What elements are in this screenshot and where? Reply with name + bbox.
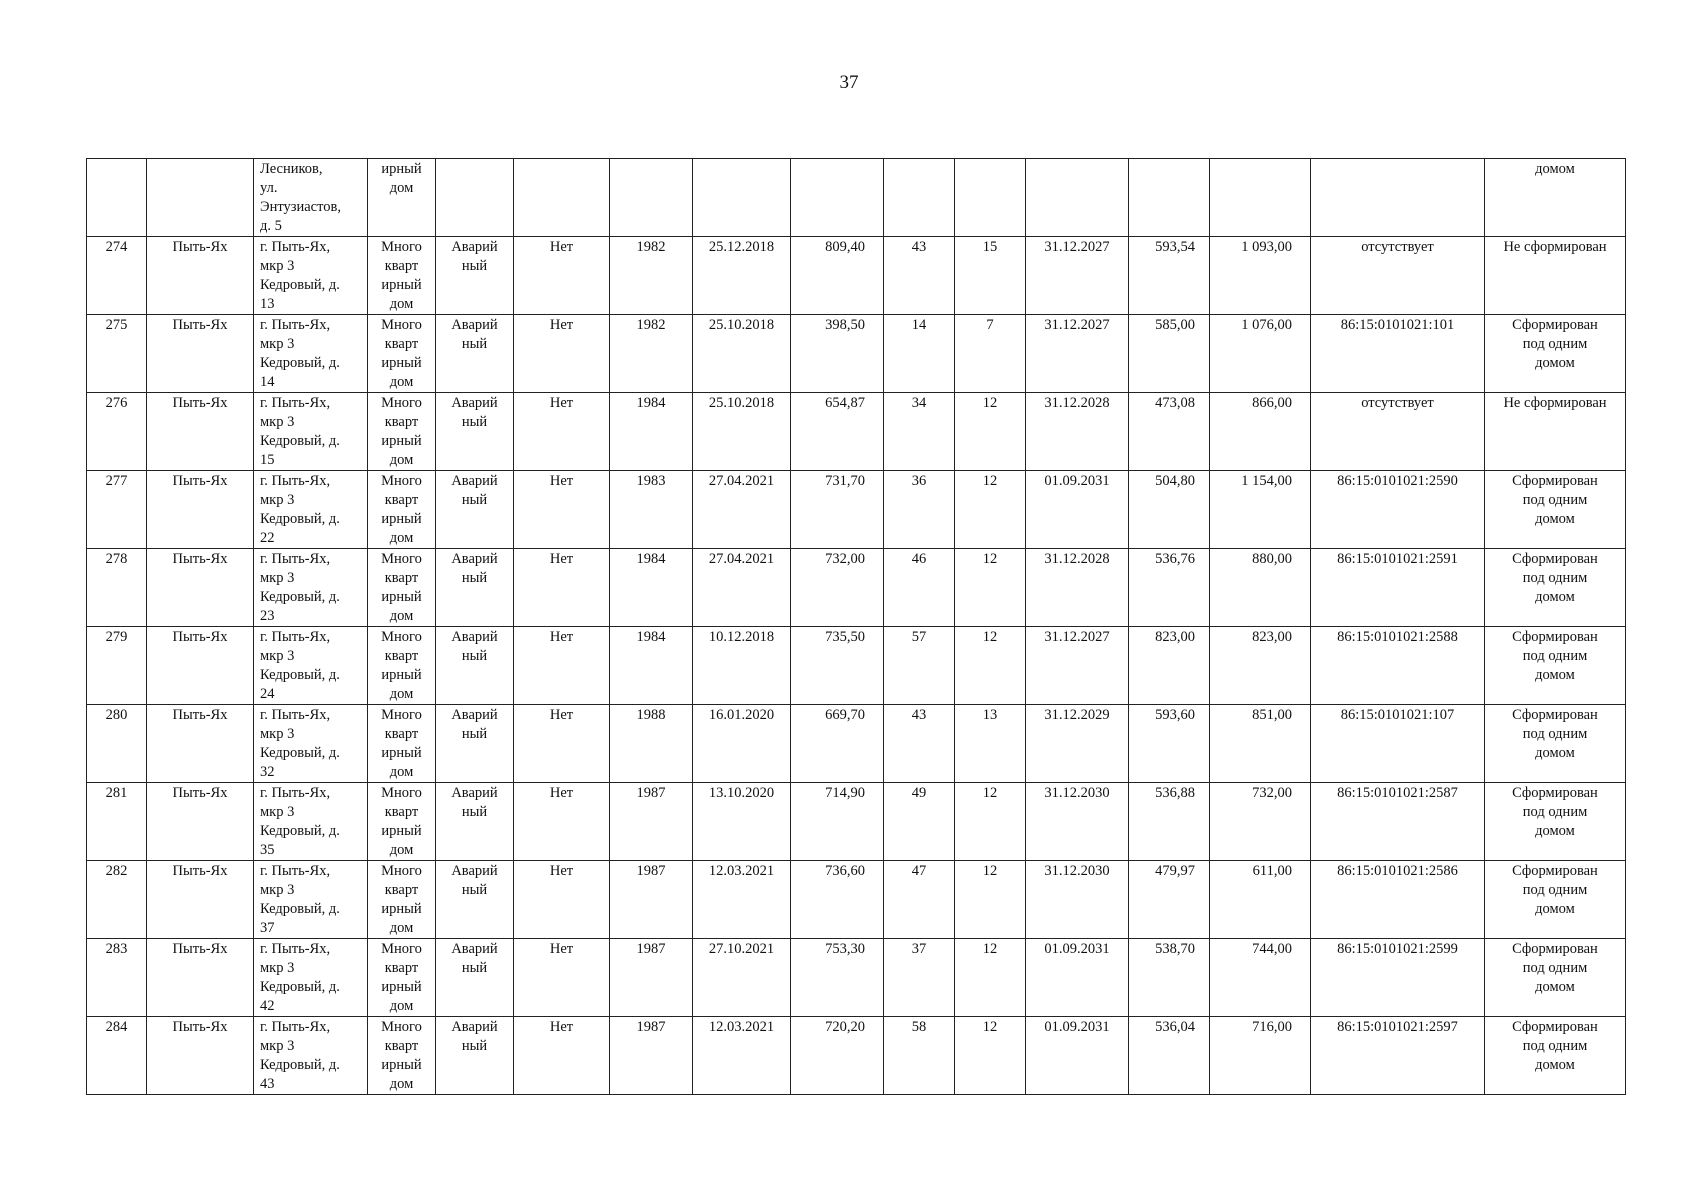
cell-total-area: 823,00	[1210, 627, 1311, 705]
cell-apartments: 12	[955, 939, 1026, 1017]
cell-flag: Нет	[514, 627, 610, 705]
cell-land: Сформирован под одним домом	[1485, 315, 1626, 393]
table-row	[87, 939, 1626, 1017]
cell-living-area: 479,97	[1129, 861, 1210, 939]
cell-living-area	[1129, 159, 1210, 237]
cell-address: г. Пыть-Ях, мкр 3 Кедровый, д. 23	[254, 549, 368, 627]
cell-residents: 43	[884, 237, 955, 315]
cell-year: 1987	[610, 939, 693, 1017]
cell-total-area	[1210, 159, 1311, 237]
cell-deadline: 31.12.2027	[1026, 627, 1129, 705]
cell-flag: Нет	[514, 315, 610, 393]
cell-cadastral: 86:15:0101021:2591	[1311, 549, 1485, 627]
cell-apartments: 12	[955, 549, 1026, 627]
cell-deadline: 31.12.2030	[1026, 861, 1129, 939]
cell-year: 1982	[610, 315, 693, 393]
cell-deadline: 01.09.2031	[1026, 939, 1129, 1017]
cell-type: Много кварт ирный дом	[368, 471, 436, 549]
cell-type: Много кварт ирный дом	[368, 939, 436, 1017]
cell-flag	[514, 159, 610, 237]
cell-city: Пыть-Ях	[147, 549, 254, 627]
cell-num: 276	[87, 393, 147, 471]
cell-city: Пыть-Ях	[147, 393, 254, 471]
cell-year	[610, 159, 693, 237]
cell-flag: Нет	[514, 1017, 610, 1095]
cell-num: 282	[87, 861, 147, 939]
cell-num: 279	[87, 627, 147, 705]
cell-land: Сформирован под одним домом	[1485, 549, 1626, 627]
cell-flag: Нет	[514, 549, 610, 627]
cell-deadline: 31.12.2028	[1026, 393, 1129, 471]
cell-year: 1987	[610, 861, 693, 939]
cell-land: Не сформирован	[1485, 237, 1626, 315]
cell-year: 1988	[610, 705, 693, 783]
cell-deadline: 31.12.2027	[1026, 237, 1129, 315]
cell-residents: 49	[884, 783, 955, 861]
cell-residents: 14	[884, 315, 955, 393]
cell-city: Пыть-Ях	[147, 939, 254, 1017]
cell-total-area: 744,00	[1210, 939, 1311, 1017]
cell-deadline	[1026, 159, 1129, 237]
cell-living-area: 823,00	[1129, 627, 1210, 705]
cell-apartments: 7	[955, 315, 1026, 393]
cell-flag: Нет	[514, 237, 610, 315]
table-row	[87, 315, 1626, 393]
cell-cadastral: 86:15:0101021:101	[1311, 315, 1485, 393]
cell-num: 274	[87, 237, 147, 315]
cell-flag: Нет	[514, 861, 610, 939]
cell-year: 1984	[610, 393, 693, 471]
cell-city: Пыть-Ях	[147, 315, 254, 393]
cell-total-area: 1 154,00	[1210, 471, 1311, 549]
cell-residents: 46	[884, 549, 955, 627]
cell-city: Пыть-Ях	[147, 471, 254, 549]
cell-residents	[884, 159, 955, 237]
cell-apartments: 12	[955, 627, 1026, 705]
table-row-continuation	[87, 159, 1626, 237]
cell-year: 1987	[610, 783, 693, 861]
cell-area: 736,60	[791, 861, 884, 939]
cell-date: 25.10.2018	[693, 315, 791, 393]
cell-status: Аварий ный	[436, 549, 514, 627]
cell-date: 10.12.2018	[693, 627, 791, 705]
cell-apartments: 12	[955, 861, 1026, 939]
cell-residents: 57	[884, 627, 955, 705]
cell-date: 12.03.2021	[693, 861, 791, 939]
table-row	[87, 237, 1626, 315]
cell-area: 398,50	[791, 315, 884, 393]
cell-area: 732,00	[791, 549, 884, 627]
cell-year: 1982	[610, 237, 693, 315]
cell-total-area: 732,00	[1210, 783, 1311, 861]
cell-date: 25.10.2018	[693, 393, 791, 471]
cell-address: г. Пыть-Ях, мкр 3 Кедровый, д. 35	[254, 783, 368, 861]
cell-land: Сформирован под одним домом	[1485, 939, 1626, 1017]
table-row	[87, 549, 1626, 627]
cell-cadastral	[1311, 159, 1485, 237]
table-row	[87, 393, 1626, 471]
cell-address: г. Пыть-Ях, мкр 3 Кедровый, д. 43	[254, 1017, 368, 1095]
cell-city: Пыть-Ях	[147, 705, 254, 783]
cell-total-area: 880,00	[1210, 549, 1311, 627]
cell-area: 720,20	[791, 1017, 884, 1095]
cell-type: ирный дом	[368, 159, 436, 237]
cell-status: Аварий ный	[436, 237, 514, 315]
cell-cadastral: 86:15:0101021:2586	[1311, 861, 1485, 939]
cell-city: Пыть-Ях	[147, 627, 254, 705]
cell-status: Аварий ный	[436, 393, 514, 471]
cell-apartments	[955, 159, 1026, 237]
cell-type: Много кварт ирный дом	[368, 705, 436, 783]
cell-land: Сформирован под одним домом	[1485, 471, 1626, 549]
cell-address: г. Пыть-Ях, мкр 3 Кедровый, д. 15	[254, 393, 368, 471]
cell-year: 1987	[610, 1017, 693, 1095]
cell-residents: 47	[884, 861, 955, 939]
cell-address: г. Пыть-Ях, мкр 3 Кедровый, д. 14	[254, 315, 368, 393]
cell-area: 669,70	[791, 705, 884, 783]
cell-apartments: 12	[955, 1017, 1026, 1095]
cell-living-area: 536,76	[1129, 549, 1210, 627]
cell-total-area: 611,00	[1210, 861, 1311, 939]
cell-deadline: 01.09.2031	[1026, 1017, 1129, 1095]
cell-deadline: 31.12.2027	[1026, 315, 1129, 393]
cell-land: Сформирован под одним домом	[1485, 783, 1626, 861]
cell-num: 278	[87, 549, 147, 627]
cell-land: домом	[1485, 159, 1626, 237]
table-row	[87, 705, 1626, 783]
cell-apartments: 12	[955, 393, 1026, 471]
cell-type: Много кварт ирный дом	[368, 861, 436, 939]
cell-num: 281	[87, 783, 147, 861]
cell-land: Сформирован под одним домом	[1485, 627, 1626, 705]
cell-flag: Нет	[514, 705, 610, 783]
cell-num: 280	[87, 705, 147, 783]
cell-date: 27.10.2021	[693, 939, 791, 1017]
cell-address: Лесников, ул. Энтузиастов, д. 5	[254, 159, 368, 237]
cell-date: 12.03.2021	[693, 1017, 791, 1095]
cell-area	[791, 159, 884, 237]
cell-land: Сформирован под одним домом	[1485, 861, 1626, 939]
cell-type: Много кварт ирный дом	[368, 315, 436, 393]
cell-city	[147, 159, 254, 237]
housing-register-table	[86, 158, 1626, 1095]
cell-year: 1983	[610, 471, 693, 549]
table-body	[87, 159, 1626, 1095]
cell-flag: Нет	[514, 393, 610, 471]
cell-status: Аварий ный	[436, 705, 514, 783]
cell-land: Не сформирован	[1485, 393, 1626, 471]
cell-living-area: 536,04	[1129, 1017, 1210, 1095]
cell-deadline: 01.09.2031	[1026, 471, 1129, 549]
cell-status: Аварий ный	[436, 627, 514, 705]
cell-residents: 36	[884, 471, 955, 549]
cell-cadastral: 86:15:0101021:2588	[1311, 627, 1485, 705]
cell-living-area: 473,08	[1129, 393, 1210, 471]
cell-deadline: 31.12.2029	[1026, 705, 1129, 783]
cell-status: Аварий ный	[436, 471, 514, 549]
cell-cadastral: 86:15:0101021:2587	[1311, 783, 1485, 861]
cell-area: 809,40	[791, 237, 884, 315]
cell-num: 284	[87, 1017, 147, 1095]
cell-total-area: 1 093,00	[1210, 237, 1311, 315]
cell-cadastral: 86:15:0101021:2599	[1311, 939, 1485, 1017]
cell-area: 654,87	[791, 393, 884, 471]
cell-date	[693, 159, 791, 237]
cell-living-area: 593,54	[1129, 237, 1210, 315]
cell-num: 283	[87, 939, 147, 1017]
cell-cadastral: отсутствует	[1311, 393, 1485, 471]
cell-status: Аварий ный	[436, 939, 514, 1017]
cell-type: Много кварт ирный дом	[368, 237, 436, 315]
cell-status: Аварий ный	[436, 1017, 514, 1095]
cell-city: Пыть-Ях	[147, 237, 254, 315]
cell-area: 714,90	[791, 783, 884, 861]
cell-total-area: 716,00	[1210, 1017, 1311, 1095]
cell-cadastral: 86:15:0101021:2597	[1311, 1017, 1485, 1095]
cell-date: 27.04.2021	[693, 471, 791, 549]
cell-num	[87, 159, 147, 237]
cell-address: г. Пыть-Ях, мкр 3 Кедровый, д. 42	[254, 939, 368, 1017]
cell-year: 1984	[610, 549, 693, 627]
cell-city: Пыть-Ях	[147, 861, 254, 939]
cell-living-area: 504,80	[1129, 471, 1210, 549]
cell-area: 735,50	[791, 627, 884, 705]
cell-deadline: 31.12.2028	[1026, 549, 1129, 627]
cell-cadastral: отсутствует	[1311, 237, 1485, 315]
cell-area: 731,70	[791, 471, 884, 549]
cell-land: Сформирован под одним домом	[1485, 705, 1626, 783]
table-row	[87, 627, 1626, 705]
cell-date: 25.12.2018	[693, 237, 791, 315]
cell-total-area: 851,00	[1210, 705, 1311, 783]
cell-apartments: 13	[955, 705, 1026, 783]
cell-type: Много кварт ирный дом	[368, 783, 436, 861]
cell-residents: 34	[884, 393, 955, 471]
cell-flag: Нет	[514, 939, 610, 1017]
table-row	[87, 861, 1626, 939]
cell-year: 1984	[610, 627, 693, 705]
cell-flag: Нет	[514, 471, 610, 549]
cell-apartments: 15	[955, 237, 1026, 315]
cell-address: г. Пыть-Ях, мкр 3 Кедровый, д. 24	[254, 627, 368, 705]
cell-num: 275	[87, 315, 147, 393]
cell-city: Пыть-Ях	[147, 783, 254, 861]
cell-cadastral: 86:15:0101021:2590	[1311, 471, 1485, 549]
cell-address: г. Пыть-Ях, мкр 3 Кедровый, д. 32	[254, 705, 368, 783]
cell-date: 13.10.2020	[693, 783, 791, 861]
cell-type: Много кварт ирный дом	[368, 549, 436, 627]
cell-status: Аварий ный	[436, 861, 514, 939]
cell-status: Аварий ный	[436, 783, 514, 861]
cell-status	[436, 159, 514, 237]
cell-address: г. Пыть-Ях, мкр 3 Кедровый, д. 13	[254, 237, 368, 315]
cell-residents: 37	[884, 939, 955, 1017]
table-row	[87, 1017, 1626, 1095]
cell-living-area: 536,88	[1129, 783, 1210, 861]
cell-type: Много кварт ирный дом	[368, 627, 436, 705]
cell-area: 753,30	[791, 939, 884, 1017]
cell-residents: 43	[884, 705, 955, 783]
cell-total-area: 1 076,00	[1210, 315, 1311, 393]
cell-date: 27.04.2021	[693, 549, 791, 627]
cell-date: 16.01.2020	[693, 705, 791, 783]
cell-apartments: 12	[955, 471, 1026, 549]
cell-num: 277	[87, 471, 147, 549]
page-number: 37	[839, 72, 859, 93]
cell-city: Пыть-Ях	[147, 1017, 254, 1095]
cell-deadline: 31.12.2030	[1026, 783, 1129, 861]
cell-type: Много кварт ирный дом	[368, 393, 436, 471]
table-row	[87, 783, 1626, 861]
cell-residents: 58	[884, 1017, 955, 1095]
cell-living-area: 585,00	[1129, 315, 1210, 393]
cell-land: Сформирован под одним домом	[1485, 1017, 1626, 1095]
cell-apartments: 12	[955, 783, 1026, 861]
cell-address: г. Пыть-Ях, мкр 3 Кедровый, д. 37	[254, 861, 368, 939]
cell-cadastral: 86:15:0101021:107	[1311, 705, 1485, 783]
cell-living-area: 593,60	[1129, 705, 1210, 783]
cell-flag: Нет	[514, 783, 610, 861]
cell-type: Много кварт ирный дом	[368, 1017, 436, 1095]
cell-address: г. Пыть-Ях, мкр 3 Кедровый, д. 22	[254, 471, 368, 549]
cell-living-area: 538,70	[1129, 939, 1210, 1017]
cell-status: Аварий ный	[436, 315, 514, 393]
table-row	[87, 471, 1626, 549]
cell-total-area: 866,00	[1210, 393, 1311, 471]
